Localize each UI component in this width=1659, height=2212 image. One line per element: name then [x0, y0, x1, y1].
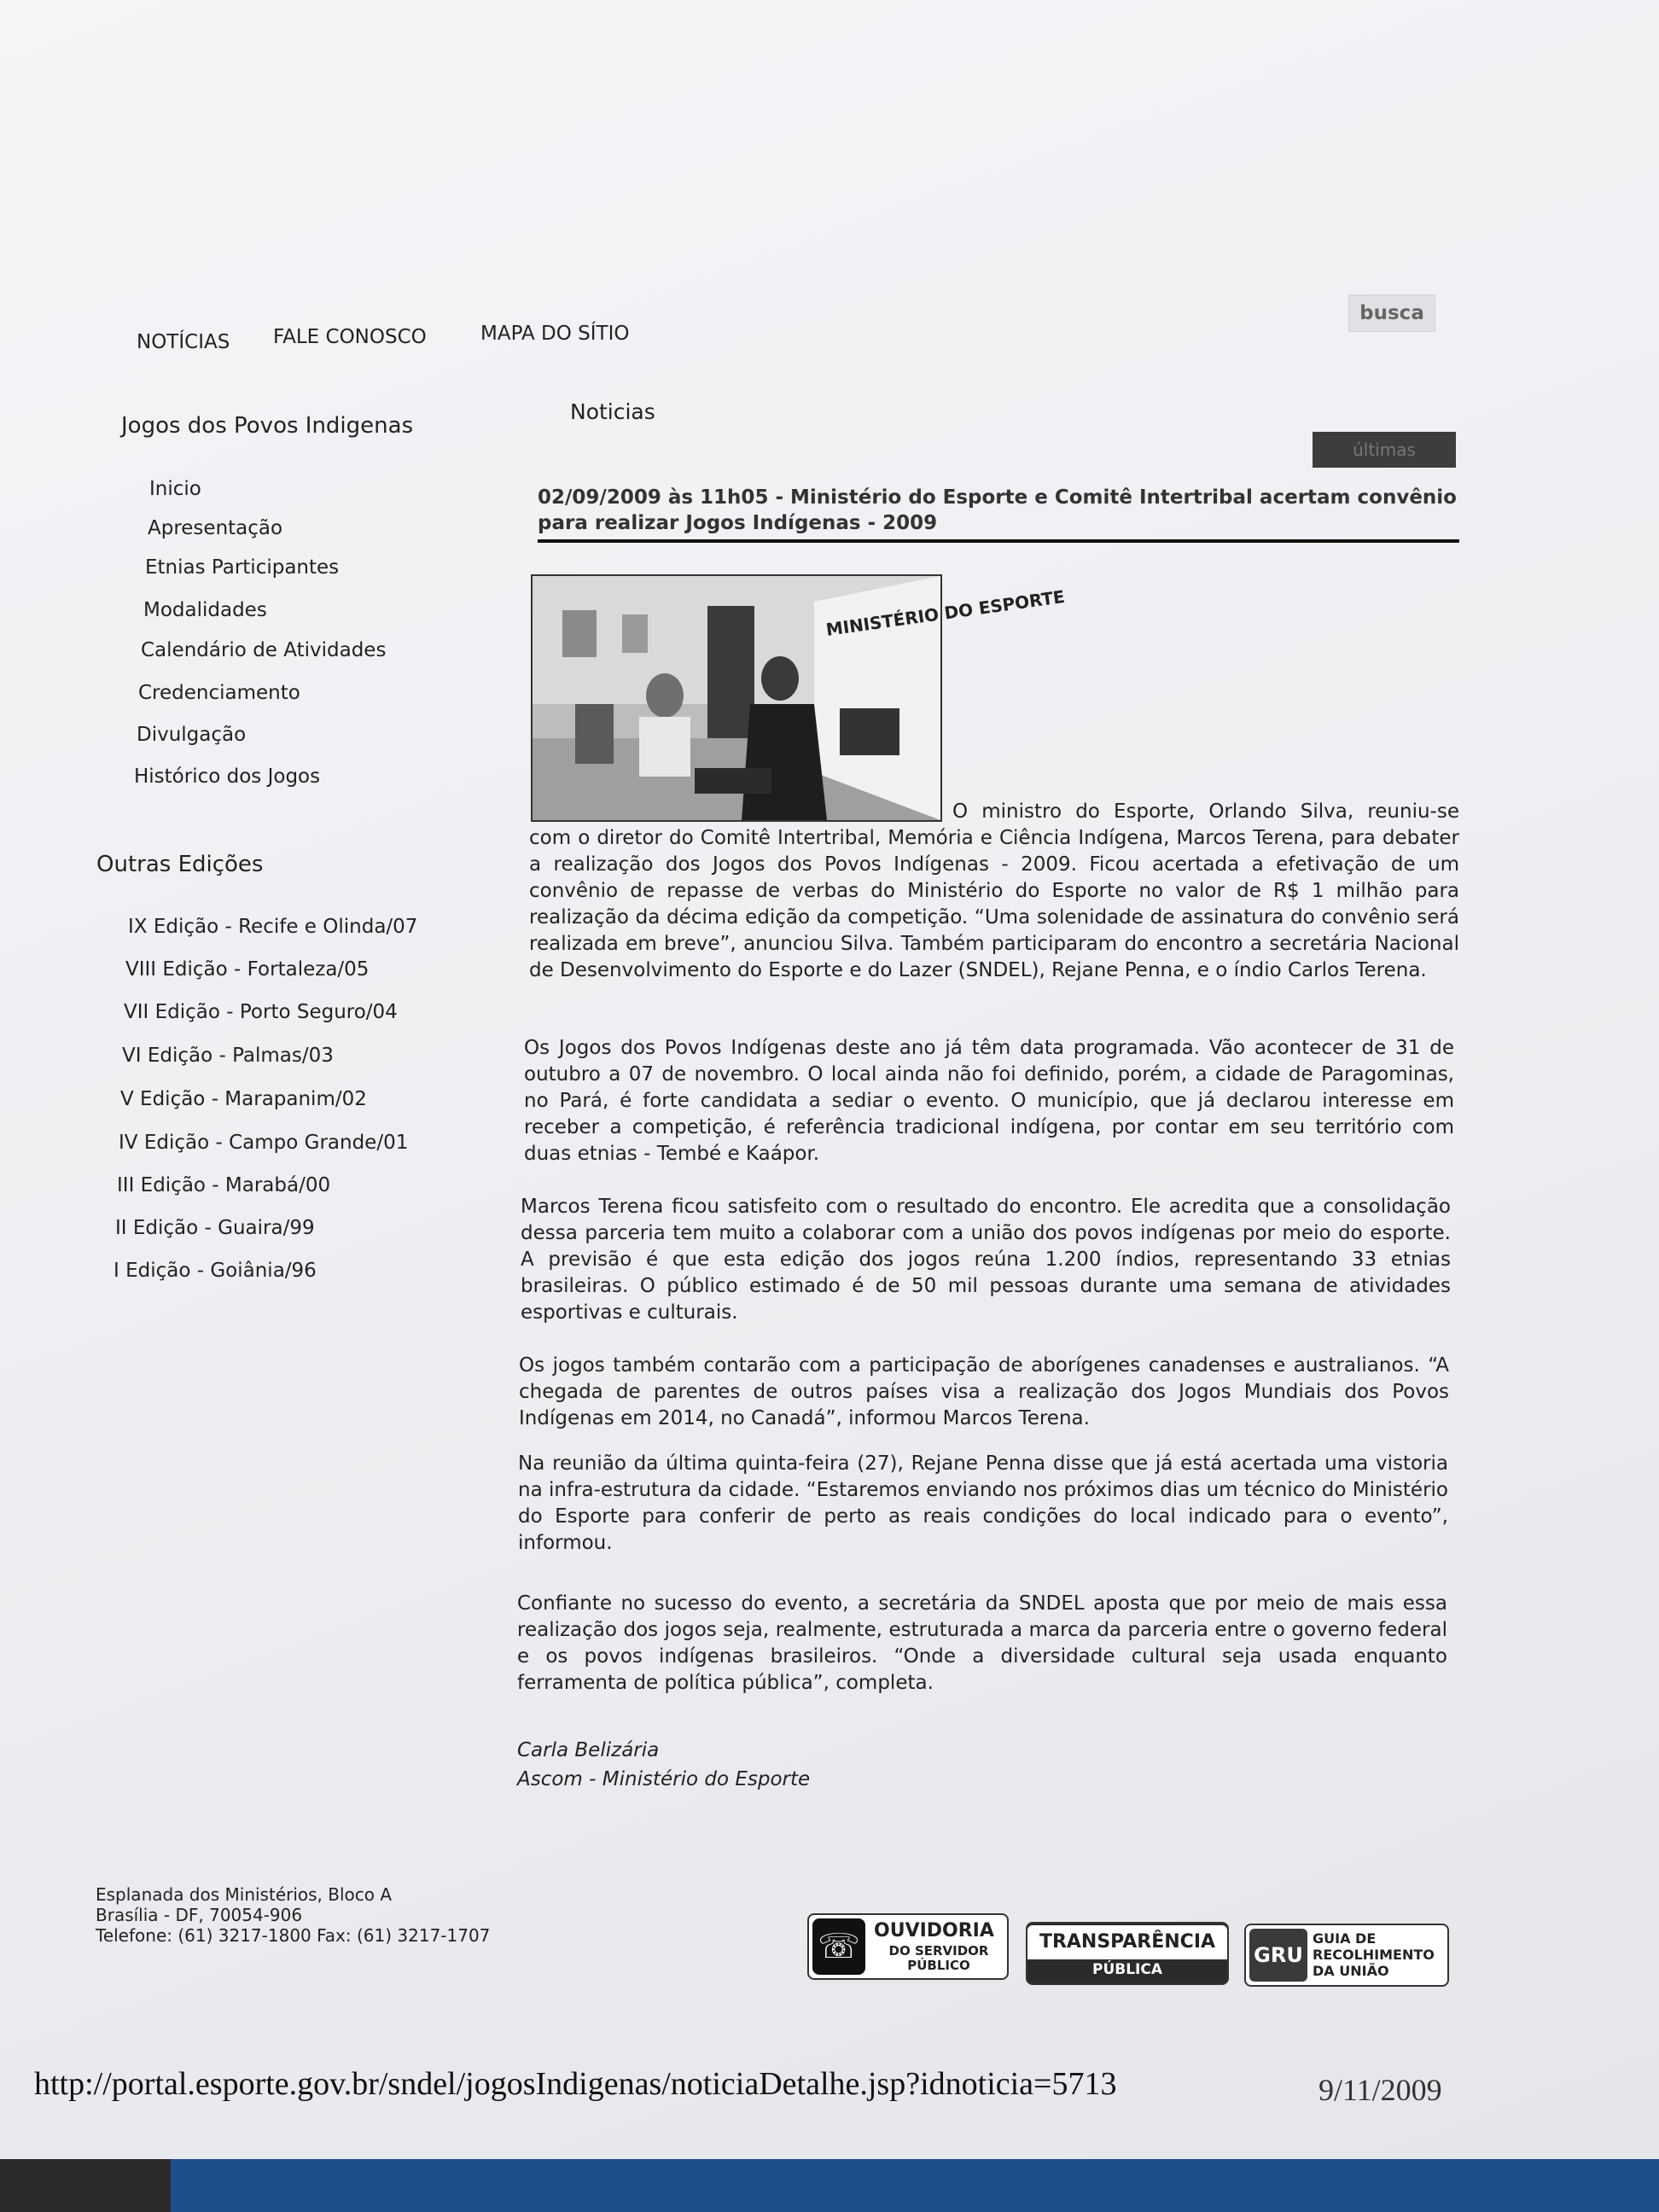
ouvidoria-logo[interactable]	[807, 1913, 1009, 1980]
gru-logo[interactable]	[1244, 1924, 1449, 1987]
edition-link-iii[interactable]: III Edição - Marabá/00	[117, 1174, 331, 1196]
edition-link-ix[interactable]: IX Edição - Recife e Olinda/07	[128, 916, 418, 938]
edition-link-viii[interactable]: VIII Edição - Fortaleza/05	[125, 958, 370, 981]
article-paragraph-6: Confiante no sucesso do evento, a secretária da SNDEL aposta que por meio de mais essa realização dos jogos seja, realmente, estruturada a marca da parceria entre o governo federal e os povos indígenas brasileiros. “Onde a diversidade cultural seja usada enquanto ferramenta de política pública”, completa.	[517, 1592, 1447, 1694]
edition-link-vi[interactable]: VI Edição - Palmas/03	[122, 1045, 334, 1067]
article-photo-image	[533, 576, 1067, 820]
photo-sign-text: MINISTÉRIO DO ESPORTE	[824, 585, 1067, 640]
nav-noticias[interactable]: NOTÍCIAS	[137, 331, 230, 353]
article-paragraph-3: Marcos Terena ficou satisfeito com o resultado do encontro. Ele acredita que a consolidação dessa parceria tem muito a colaborar com a união dos povos indígenas por meio do esporte. A previsão é que esta edição dos jogos reúna 1.200 índios, representando 33 etnias brasileiras. O público estimado é de 50 mil pessoas durante uma semana de atividades esportivas e culturais.	[521, 1196, 1451, 1324]
ouvidoria-title: OUVIDORIA	[874, 1920, 994, 1941]
sidebar-item-historico[interactable]: Histórico dos Jogos	[134, 765, 321, 788]
background-object	[0, 2159, 171, 2212]
print-url: http://portal.esporte.gov.br/sndel/jogosIndigenas/noticiaDetalhe.jsp?idnoticia=5713	[34, 2066, 1117, 2102]
sidebar-item-apresentacao[interactable]: Apresentação	[148, 517, 283, 539]
sidebar-title: Jogos dos Povos Indigenas	[121, 413, 414, 439]
edition-link-ii[interactable]: II Edição - Guaira/99	[115, 1217, 315, 1239]
address-line-3: Telefone: (61) 3217-1800 Fax: (61) 3217-1707	[96, 1925, 491, 1946]
ultimas-button[interactable]: últimas	[1313, 432, 1456, 468]
article-signature	[517, 1736, 810, 1794]
nav-mapa-do-sitio[interactable]: MAPA DO SÍTIO	[480, 323, 630, 345]
sidebar-item-credenciamento[interactable]: Credenciamento	[138, 682, 300, 704]
search-button[interactable]: busca	[1348, 294, 1435, 332]
edition-link-v[interactable]: V Edição - Marapanim/02	[120, 1088, 367, 1110]
news-section-title: Noticias	[570, 399, 655, 424]
gru-badge: GRU	[1249, 1929, 1307, 1982]
footer-address	[96, 1884, 490, 1946]
background-surface	[0, 2159, 1659, 2212]
edition-link-i[interactable]: I Edição - Goiânia/96	[114, 1260, 317, 1282]
editions-title: Outras Edições	[96, 852, 264, 877]
edition-link-vii[interactable]: VII Edição - Porto Seguro/04	[124, 1001, 398, 1023]
article-paragraph-4: Os jogos também contarão com a participação de aborígenes canadenses e australianos. “A chegada de parentes de outros países visa a realização dos Jogos Mundiais dos Povos Indígenas em 2014, no Canadá”, informou Marcos Terena.	[519, 1354, 1449, 1429]
print-date: 9/11/2009	[1318, 2073, 1442, 2107]
transparencia-title: TRANSPARÊNCIA	[1027, 1925, 1227, 1959]
nav-fale-conosco[interactable]: FALE CONOSCO	[273, 326, 427, 348]
article-photo	[531, 574, 1067, 822]
article-headline: 02/09/2009 às 11h05 - Ministério do Esporte e Comitê Intertribal acertam convênio para realizar Jogos Indígenas - 2009	[538, 485, 1459, 543]
article-paragraph-2: Os Jogos dos Povos Indígenas deste ano já têm data programada. Vão acontecer de 31 de outubro a 07 de novembro. O local ainda não foi definido, porém, a cidade de Paragominas, no Pará, é forte candidata a sediar o evento. O município, que já declarou interesse em receber a competição, é referência tradicional indígena, por contar em seu território com duas etnias - Tembé e Kaápor.	[524, 1037, 1454, 1165]
transparencia-logo[interactable]	[1026, 1922, 1229, 1985]
sidebar-item-divulgacao[interactable]: Divulgação	[137, 724, 247, 746]
ouvidoria-subtitle: DO SERVIDOR PÚBLICO	[888, 1943, 989, 1973]
sidebar-item-modalidades[interactable]: Modalidades	[143, 599, 267, 621]
edition-link-iv[interactable]: IV Edição - Campo Grande/01	[119, 1132, 409, 1154]
author-name: Carla Belizária	[517, 1739, 660, 1761]
article-paragraph-1: O ministro do Esporte, Orlando Silva, reuniu-se com o diretor do Comitê Intertribal, Memória e Ciência Indígena, Marcos Terena, para debater a realização dos Jogos dos Povos Indígenas - 2009. Ficou acertada a efetivação de um convênio de repasse de verbas do Ministério do Esporte no valor de R$ 1 milhão para realização da décima edição da competição. “Uma solenidade de assinatura do convênio será realizada em breve”, anunciou Silva. Também participaram do encontro a secretária Nacional de Desenvolvimento do Esporte e do Lazer (SNDEL), Rejane Penna, e o índio Carlos Terena.	[529, 800, 1459, 981]
article-paragraph-5: Na reunião da última quinta-feira (27), Rejane Penna disse que já está acertada uma vistoria na infra-estrutura da cidade. “Estaremos enviando nos próximos dias um técnico do Ministério do Esporte para conferir de perto as reais condições do local indicado para o evento”, informou.	[518, 1452, 1448, 1554]
gru-text: GUIA DE RECOLHIMENTO DA UNIÃO	[1313, 1930, 1435, 1979]
sidebar-item-inicio[interactable]: Inicio	[149, 478, 201, 500]
address-line-2: Brasília - DF, 70054-906	[96, 1905, 303, 1925]
sidebar-item-etnias[interactable]: Etnias Participantes	[145, 556, 340, 579]
phone-icon: ☏	[812, 1918, 865, 1975]
address-line-1: Esplanada dos Ministérios, Bloco A	[96, 1884, 393, 1905]
author-org: Ascom - Ministério do Esporte	[517, 1768, 811, 1790]
sidebar-item-calendario[interactable]: Calendário de Atividades	[141, 639, 387, 661]
transparencia-subtitle: PÚBLICA	[1091, 1961, 1162, 1978]
